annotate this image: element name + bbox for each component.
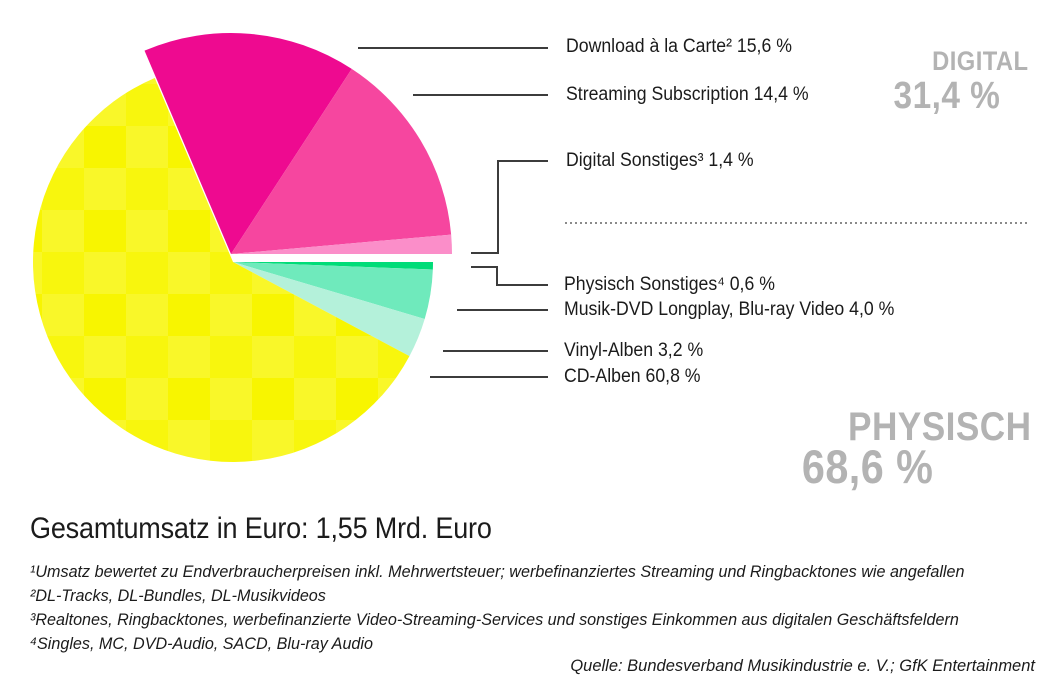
footnote-4: ⁴Singles, MC, DVD-Audio, SACD, Blu-ray Audio <box>30 634 373 653</box>
group-label-physisch: PHYSISCH <box>847 405 1031 449</box>
footnote-1: ¹Umsatz bewertet zu Endverbraucherpreisen inkl. Mehrwertsteuer; werbefinanziertes Streaming und Ringbacktones wie angefallen <box>30 562 965 581</box>
leader-line-physisch-sonstiges <box>471 267 548 285</box>
chart-title: Gesamtumsatz in Euro: 1,55 Mrd. Euro <box>30 512 492 545</box>
slice-label-cd: CD-Alben 60,8 % <box>564 366 701 387</box>
leader-line-digital-sonstiges <box>471 161 548 253</box>
pie-slices <box>33 33 452 462</box>
slice-label-physisch-sonstiges: Physisch Sonstiges⁴ 0,6 % <box>564 274 775 295</box>
slice-label-musik-dvd: Musik-DVD Longplay, Blu-ray Video 4,0 % <box>564 299 895 320</box>
slice-label-streaming: Streaming Subscription 14,4 % <box>566 84 809 105</box>
slice-label-digital-sonstiges: Digital Sonstiges³ 1,4 % <box>566 150 754 171</box>
footnote-2: ²DL-Tracks, DL-Bundles, DL-Musikvideos <box>30 586 326 605</box>
source-credit: Quelle: Bundesverband Musikindustrie e. V.; GfK Entertainment <box>570 657 1035 675</box>
footnote-3: ³Realtones, Ringbacktones, werbefinanzierte Video-Streaming-Services und sonstiges Einkommen aus digitalen Geschäftsfeldern <box>30 610 959 629</box>
group-share-digital: 31,4 % <box>893 75 1000 117</box>
group-share-physisch: 68,6 % <box>801 440 933 493</box>
group-label-digital: DIGITAL <box>931 46 1028 76</box>
slice-label-vinyl: Vinyl-Alben 3,2 % <box>564 340 704 361</box>
slice-label-download: Download à la Carte² 15,6 % <box>566 36 792 57</box>
